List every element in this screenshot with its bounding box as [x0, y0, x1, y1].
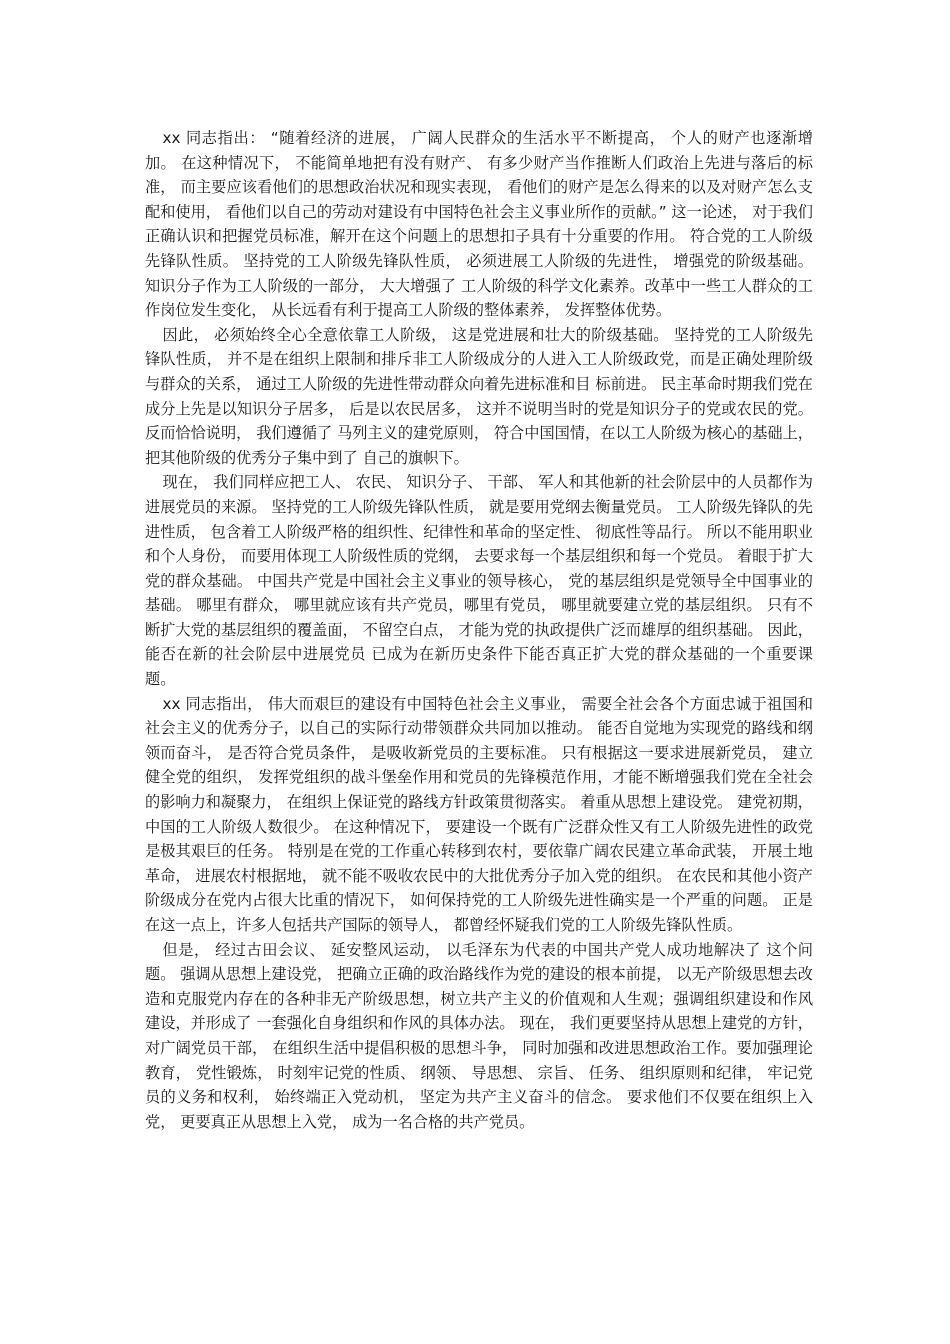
paragraph-2: 因此， 必须始终全心全意依靠工人阶级， 这是党进展和壮大的阶级基础。 坚持党的工人阶级先锋队性质， 并不是在组织上限制和排斥非工人阶级成分的人进入工人阶级政党，而是正确处理阶级与群众的关系， 通过工人阶级的先进性带动群众向着先进标准和目 标前进。 民主革命时期我们党在成分上先是以知识分子居多， 后是以农民居多， 这并不说明当时的党是知识分子的党或农民的党。 反而恰恰说明， 我们遵循了 马列主义的建党原则， 符合中国国情，在以工人阶级为核心的基础上， 把其他阶级的优秀分子集中到了 自己的旗帜下。 [145, 325, 813, 467]
paragraph-5: 但是， 经过古田会议、 延安整风运动， 以毛泽东为代表的中国共产党人成功地解决了 这个问题。 强调从思想上建设党， 把确立正确的政治路线作为党的建设的根本前提， 以无产阶级思想去改造和克服党内存在的各种非无产阶级思想，树立共产主义的价值观和人生观；强调组织建设和作风建设，并形成了 一套强化自身组织和作风的具体办法。 现在， 我们更要坚持从思想上建党的方针， 对广阔党员干部， 在组织生活中提倡积极的思想斗争， 同时加强和改进思想政治工作。要加强理论教育， 党性锻炼， 时刻牢记党的性质、 纲领、 导思想、 宗旨、 任务、 组织原则和纪律， 牢记党员的义务和权利， 始终端正入党动机， 坚定为共产主义奋斗的信念。 要求他们不仅要在组织上入党， 更要真正从思想上入党， 成为一名合格的共产党员。 [145, 940, 813, 1131]
paragraph-3: 现在， 我们同样应把工人、 农民、 知识分子、 干部、 军人和其他新的社会阶层中的人员都作为进展党员的来源。 坚持党的工人阶级先锋队性质， 就是要用党纲去衡量党员。 工人阶级先锋队的先进性质， 包含着工人阶级严格的组织性、纪律性和革命的坚定性、 彻底性等品行。 所以不能用职业和个人身份， 而要用体现工人阶级性质的党纲， 去要求每一个基层组织和每一个党员。 着眼于扩大党的群众基础。 中国共产党是中国社会主义事业的领导核心， 党的基层组织是党领导全中国事业的基础。 哪里有群众， 哪里就应该有共产党员，哪里有党员， 哪里就要建立党的基层组织。 只有不断扩大党的基层组织的覆盖面， 不留空白点， 才能为党的执政提供广泛而雄厚的组织基础。 因此， 能否在新的社会阶层中进展党员 已成为在新历史条件下能否真正扩大党的群众基础的一个重要课题。 [145, 473, 813, 689]
paragraph-1: xx 同志指出： “随着经济的进展， 广阔人民群众的生活水平不断提高， 个人的财产也逐渐增加。 在这种情况下， 不能简单地把有没有财产、 有多少财产当作推断人们政治上先进与落后的标准， 而主要应该看他们的思想政治状况和现实表现， 看他们的财产是怎么得来的以及对财产怎么支配和使用， 看他们以自己的劳动对建设有中国特色社会主义事业所作的贡献。” 这一论述， 对于我们正确认识和把握党员标准，解开在这个问题上的思想扣子具有十分重要的作用。 符合党的工人阶级先锋队性质。 坚持党的工人阶级先锋队性质， 必须进展工人阶级的先进性， 增强党的阶级基础。 知识分子作为工人阶级的一部分， 大大增强了 工人阶级的科学文化素养。改革中一些工人群众的工作岗位发生变化， 从长远看有利于提高工人阶级的整体素养， 发挥整体优势。 [145, 129, 813, 320]
paragraph-4: xx 同志指出， 伟大而艰巨的建设有中国特色社会主义事业， 需要全社会各个方面忠诚于祖国和社会主义的优秀分子，以自己的实际行动带领群众共同加以推动。 能否自觉地为实现党的路线和纲领而奋斗， 是否符合党员条件， 是吸收新党员的主要标准。 只有根据这一要求进展新党员， 建立健全党的组织， 发挥党组织的战斗堡垒作用和党员的先锋模范作用，才能不断增强我们党在全社会的影响力和凝聚力， 在组织上保证党的路线方针政策贯彻落实。 着重从思想上建设党。 建党初期， 中国的工人阶级人数很少。 在这种情况下， 要建设一个既有广泛群众性又有工人阶级先进性的政党是极其艰巨的任务。 特别是在党的工作重心转移到农村，要依靠广阔农民建立革命武装， 开展土地革命， 进展农村根据地， 就不能不吸收农民中的大批优秀分子加入党的组织。 在农民和其他小资产阶级成分在党内占很大比重的情况下， 如何保持党的工人阶级先进性确实是一个严重的问题。 正是在这一点上，许多人包括共产国际的领导人， 都曾经怀疑我们党的工人阶级先锋队性质。 [145, 694, 813, 934]
document-body [145, 126, 813, 1134]
